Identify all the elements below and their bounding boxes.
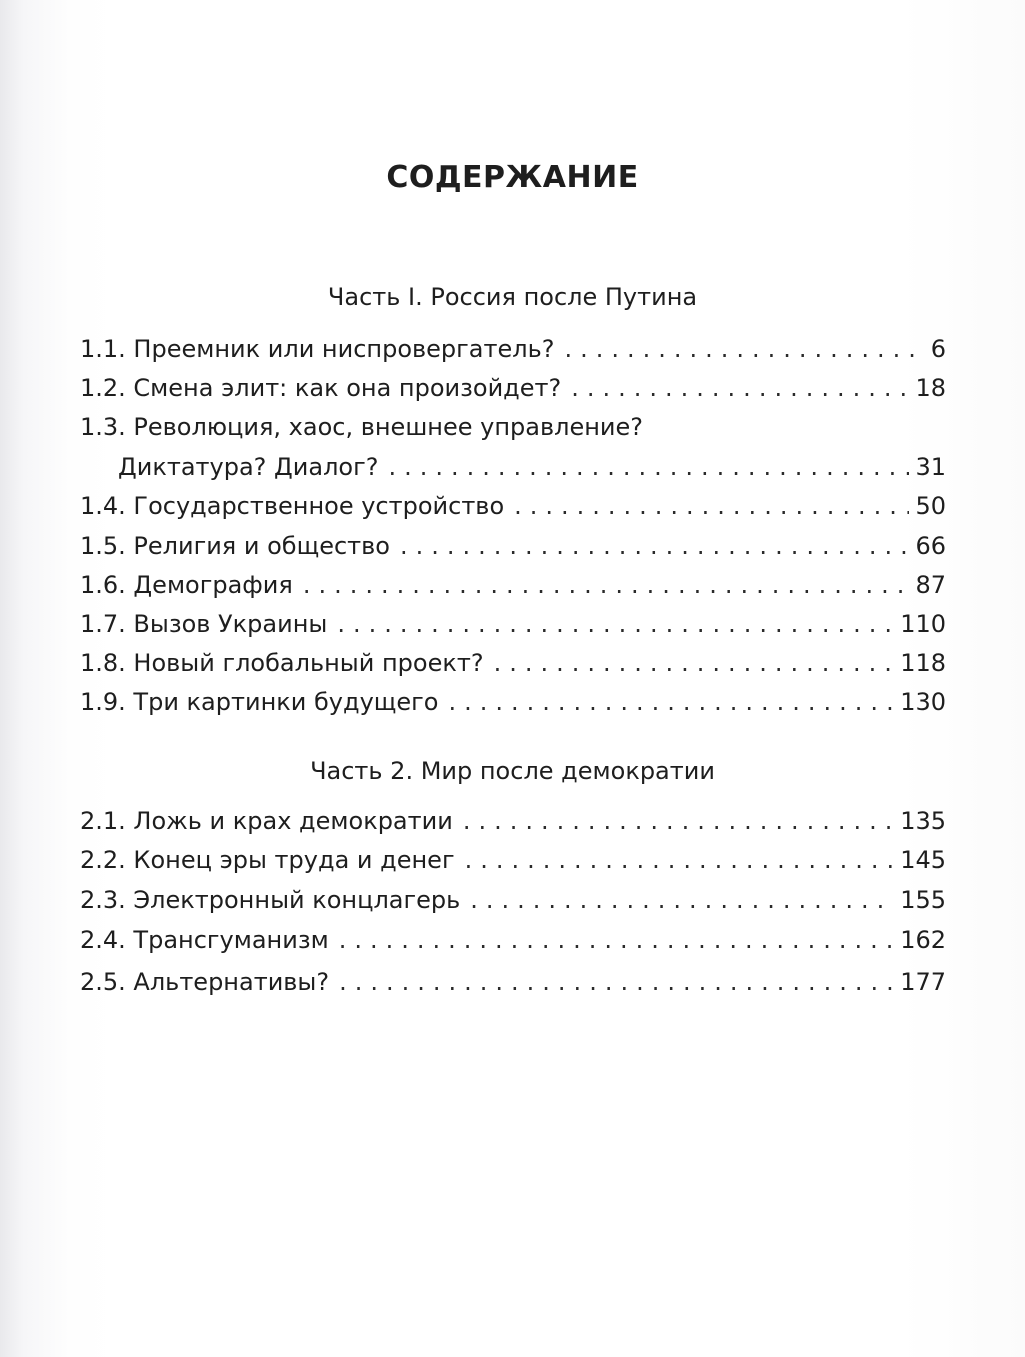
toc-entry-label: 2.3. Электронный концлагерь (80, 886, 461, 914)
toc-entry-label: 1.4. Государственное устройство (80, 492, 505, 520)
toc-entry-page: 177 (900, 968, 946, 996)
toc-entry (80, 486, 946, 526)
dot-leader (465, 840, 895, 880)
toc-entry (80, 801, 946, 841)
dot-leader (514, 486, 909, 526)
toc-entry-label: 1.9. Три картинки будущего (80, 688, 439, 716)
dot-leader (400, 526, 909, 566)
part-2-title: Часть 2. Мир после демократии (310, 757, 715, 785)
dot-leader (448, 682, 894, 722)
dot-leader (463, 801, 894, 841)
toc-entry-label: 2.1. Ложь и крах демократии (80, 807, 453, 835)
dot-leader (564, 329, 924, 369)
toc-entry (80, 962, 946, 1002)
toc-entry-label-line1: 1.3. Революция, хаос, внешнее управление? (80, 413, 644, 441)
toc-entry-label: 2.2. Конец эры труда и денег (80, 846, 455, 874)
toc-entry-page: 110 (900, 610, 946, 638)
toc-entry-page: 31 (915, 453, 946, 481)
toc-entry-page: 135 (900, 807, 946, 835)
toc-entry-label: 1.6. Демография (80, 571, 293, 599)
dot-leader (337, 604, 894, 644)
dot-leader (303, 565, 910, 605)
dot-leader (339, 920, 894, 960)
dot-leader (388, 447, 909, 487)
toc-entry-page: 18 (915, 374, 946, 402)
toc-entry-label: 2.4. Трансгуманизм (80, 926, 329, 954)
toc-entry-label: 1.1. Преемник или ниспровергатель? (80, 335, 555, 363)
toc-entry-page: 145 (900, 846, 946, 874)
toc-entry (118, 447, 946, 487)
toc-entry (80, 840, 946, 880)
toc-entry-page: 66 (915, 532, 946, 560)
toc-heading: СОДЕРЖАНИЕ (386, 160, 639, 195)
toc-entry (80, 920, 946, 960)
toc-entry-label: 1.8. Новый глобальный проект? (80, 649, 484, 677)
dot-leader (470, 880, 894, 920)
toc-entry-page: 118 (900, 649, 946, 677)
part-1-title: Часть I. Россия после Путина (327, 283, 698, 311)
toc-entry-page: 155 (900, 886, 946, 914)
toc-entry-page: 6 (930, 335, 946, 363)
toc-entry (80, 565, 946, 605)
toc-entry-label: 1.5. Религия и общество (80, 532, 390, 560)
toc-entry (80, 526, 946, 566)
toc-entry (80, 643, 946, 683)
toc-entry-label: 1.7. Вызов Украины (80, 610, 328, 638)
toc-entry-page: 87 (915, 571, 946, 599)
toc-entry-label: Диктатура? Диалог? (118, 453, 379, 481)
toc-entry (80, 880, 946, 920)
dot-leader (571, 368, 909, 408)
toc-entry (80, 368, 946, 408)
toc-entry (80, 682, 946, 722)
dot-leader (494, 643, 895, 683)
toc-entry (80, 329, 946, 369)
toc-entry-page: 162 (900, 926, 946, 954)
toc-entry-label: 1.2. Смена элит: как она произойдет? (80, 374, 562, 402)
dot-leader (339, 962, 894, 1002)
toc-entry-page: 50 (915, 492, 946, 520)
toc-entry-label: 2.5. Альтернативы? (80, 968, 330, 996)
toc-entry-page: 130 (900, 688, 946, 716)
toc-entry (80, 604, 946, 644)
